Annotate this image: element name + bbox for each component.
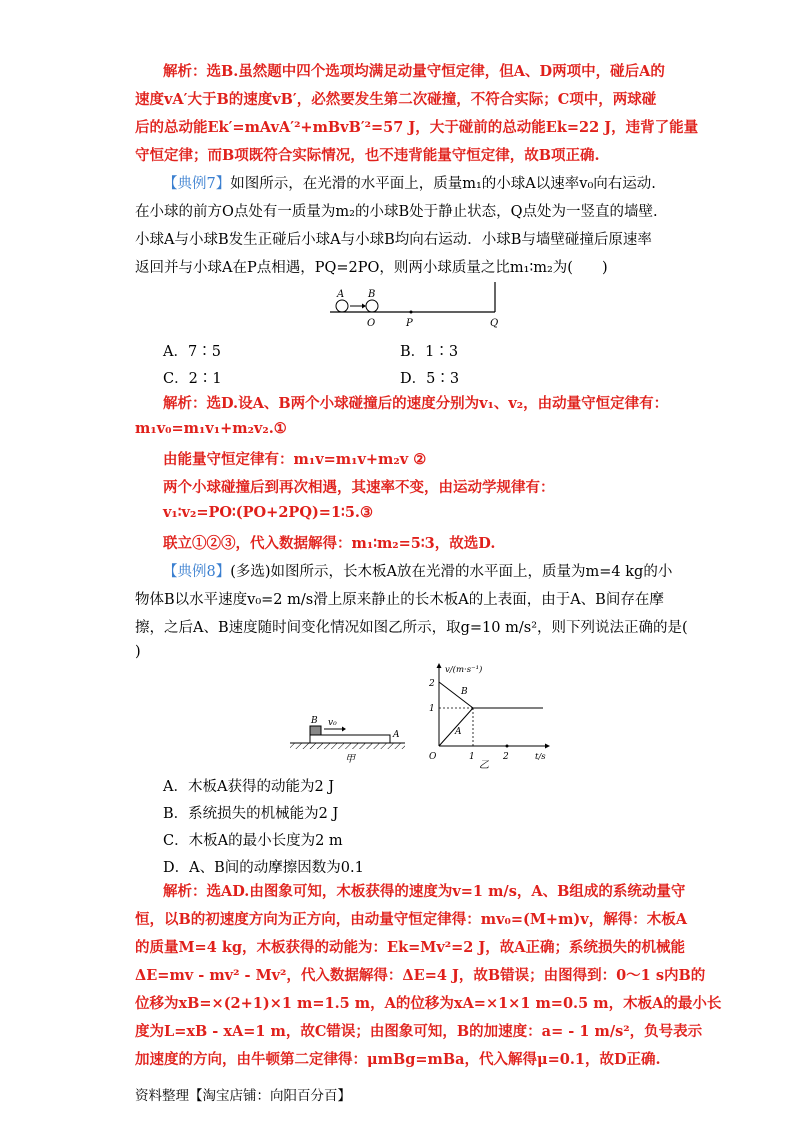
analysis2-line-5: v₁∶v₂=PO∶(PO+2PQ)=1∶5.③: [163, 504, 373, 521]
fig7-label-q: Q: [490, 318, 499, 329]
analysis3-line-1: 解析：选AD.由图象可知，木板获得的速度为v=1 m/s，A、B组成的系统动量守: [163, 883, 686, 900]
line-b: [439, 682, 473, 708]
fig8-origin: O: [429, 752, 437, 762]
example8-line-4: ): [135, 644, 141, 660]
analysis2-line-6: 联立①②③，代入数据解得：m₁∶m₂=5∶3，故选D.: [163, 535, 496, 552]
example8-option-a[interactable]: A．木板A获得的动能为2 J: [163, 779, 335, 795]
fig8-tick-y1: 1: [429, 704, 435, 714]
fig7-label-a: A: [337, 289, 345, 300]
example8-option-d[interactable]: D．A、B间的动摩擦因数为0.1: [163, 860, 364, 876]
example8-text-1: (多选)如图所示，长木板A放在光滑的水平面上，质量为m=4 kg的小: [230, 564, 673, 580]
fig8-x-axis-label: t/s: [535, 752, 546, 762]
fig8-tick-x1: 1: [469, 752, 475, 762]
fig8-tick-y2: 2: [429, 679, 435, 689]
analysis1-line-3: 后的总动能Ek′=mAvA′²+mBvB′²=57 J，大于碰前的总动能Ek=22 J，违背了能量: [135, 119, 699, 136]
option-text: 7∶5: [187, 344, 221, 360]
example8-tag: 【典例8】: [163, 564, 231, 580]
analysis1-line-4: 守恒定律；而B项既符合实际情况，也不违背能量守恒定律，故B项正确.: [135, 147, 600, 164]
analysis2-line-4: 两个小球碰撞后到再次相遇，其速率不变，由运动学规律有：: [163, 479, 555, 496]
ball-a: [336, 300, 348, 312]
option-text: 1∶3: [425, 344, 459, 360]
example8-line-3: 擦，之后A、B速度随时间变化情况如图乙所示，取g=10 m/s²，则下列说法正确的是(: [135, 620, 688, 636]
fig8-caption-left: 甲: [345, 754, 355, 765]
analysis1-line-1: 解析：选B.虽然题中四个选项均满足动量守恒定律，但A、D两项中，碰后A的: [163, 63, 665, 80]
option-key: D．: [400, 371, 427, 387]
analysis3-line-6: 度为L=xB - xA=1 m，故C错误；由图象可知，B的加速度：a= - 1 m/s²，负号表示: [135, 1023, 703, 1040]
example7-line-3: 小球A与小球B发生正碰后小球A与小球B均向右运动．小球B与墙壁碰撞后原速率: [135, 232, 652, 248]
example8-line-1: [163, 560, 672, 581]
block-b: [310, 726, 321, 735]
option-key: C．: [163, 371, 189, 387]
example8-option-c[interactable]: C．木板A的最小长度为2 m: [163, 833, 343, 849]
example7-option-b[interactable]: [400, 340, 458, 361]
analysis3-line-7: 加速度的方向，由牛顿第二定律得：μmBg=mBa，代入解得μ=0.1，故D正确.: [135, 1051, 661, 1068]
example7-line-2: 在小球的前方O点处有一质量为m₂的小球B处于静止状态，Q点处为一竖直的墙壁.: [135, 204, 658, 220]
example7-option-d[interactable]: [400, 367, 459, 388]
example7-option-a[interactable]: [163, 340, 221, 361]
example7-text-1: 如图所示，在光滑的水平面上，质量m₁的小球A以速率v₀向右运动.: [230, 176, 656, 192]
fig8-label-b: B: [311, 716, 318, 726]
fig7-label-o: O: [367, 318, 376, 329]
fig8-tick-x2: 2: [503, 752, 509, 762]
board-a: [310, 735, 390, 743]
fig7-label-p: P: [406, 318, 413, 329]
example8-figure-right: [425, 660, 555, 770]
example8-figure-left: [290, 705, 410, 765]
analysis1-line-2: 速度vA′大于B的速度vB′，必然要发生第二次碰撞，不符合实际；C项中，两球碰: [135, 91, 657, 108]
analysis3-line-5: 位移为xB=×(2+1)×1 m=1.5 m，A的位移为xA=×1×1 m=0.5 m，木板A的最小长: [135, 995, 722, 1012]
example7-option-c[interactable]: [163, 367, 222, 388]
fig8-label-v0: v₀: [328, 718, 337, 728]
option-text: 5∶3: [426, 371, 460, 387]
fig8-caption-right: 乙: [479, 760, 489, 770]
analysis3-line-3: 的质量M=4 kg，木板获得的动能为：Ek=Mv²=2 J，故A正确；系统损失的机械能: [135, 939, 685, 956]
example7-tag: 【典例7】: [163, 176, 231, 192]
fig7-label-b: B: [368, 289, 376, 300]
example7-line-1: [163, 172, 656, 193]
fig8-y-axis-label: v/(m·s⁻¹): [445, 665, 483, 675]
footer-source: 资料整理【淘宝店铺：向阳百分百】: [135, 1088, 351, 1104]
option-text: 2∶1: [188, 371, 222, 387]
analysis2-line-1: 解析：选D.设A、B两个小球碰撞后的速度分别为v₁、v₂，由动量守恒定律有：: [163, 395, 669, 412]
analysis3-line-4: ΔE=mv - mv² - Mv²，代入数据解得：ΔE=4 J，故B错误；由图得到：0～1 s内B的: [135, 967, 706, 984]
analysis2-line-2: m₁v₀=m₁v₁+m₂v₂.①: [135, 420, 287, 437]
example8-option-b[interactable]: B．系统损失的机械能为2 J: [163, 806, 339, 822]
ball-b: [366, 300, 378, 312]
example7-figure: [325, 280, 510, 332]
example8-line-2: 物体B以水平速度v₀=2 m/s滑上原来静止的长木板A的上表面，由于A、B间存在摩: [135, 592, 664, 608]
example7-line-4: 返回并与小球A在P点相遇，PQ=2PO，则两小球质量之比m₁∶m₂为( ): [135, 260, 608, 276]
fig8-label-a: A: [393, 730, 400, 740]
analysis3-line-2: 恒，以B的初速度方向为正方向，由动量守恒定律得：mv₀=(M+m)v，解得：木板A: [135, 911, 687, 928]
fig8-line-label-b: B: [461, 687, 468, 697]
option-key: A．: [163, 344, 188, 360]
fig8-line-label-a: A: [455, 727, 462, 737]
analysis2-line-3: 由能量守恒定律有：m₁v=m₁v+m₂v ②: [163, 451, 427, 468]
option-key: B．: [400, 344, 426, 360]
